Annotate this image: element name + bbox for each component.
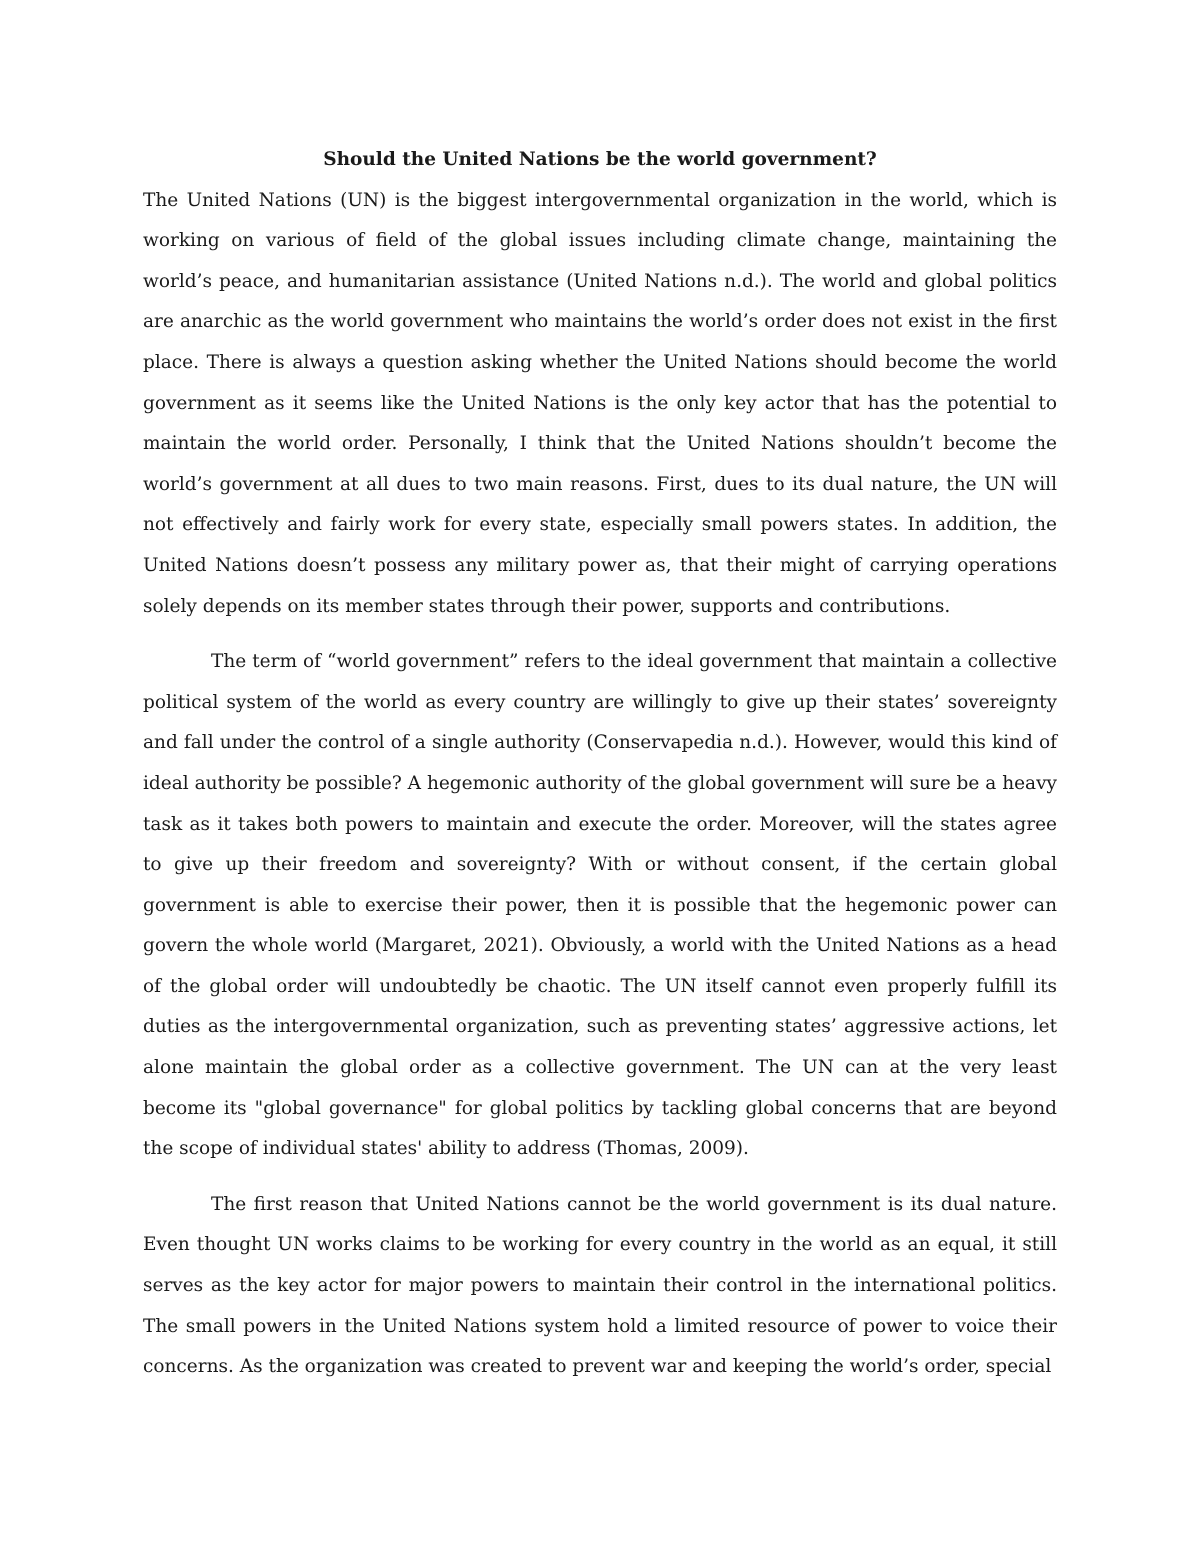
paragraph-world-government: The term of “world government” refers to the ideal government that maintain a collective political system of the world as every country are willingly to give up their states’ sovereignty and fall under the control of a single authority (Conservapedia n.d.). However, would this kind of ideal authority be possible? A hegemonic authority of the global government will sure be a heavy task as it takes both powers to maintain and execute the order. Moreover, will the states agree to give up their freedom and sovereignty? With or without consent, if the certain global government is able to exercise their power, then it is possible that the hegemonic power can govern the whole world (Margaret, 2021). Obviously, a world with the United Nations as a head of the global order will undoubtedly be chaotic. The UN itself cannot even properly fulfill its duties as the intergovernmental organization, such as preventing states’ aggressive actions, let alone maintain the global order as a collective government. The UN can at the very least become its "global governance" for global politics by tackling global concerns that are beyond the scope of individual states' ability to address (Thomas, 2009). (143, 651, 1057, 1160)
paragraph-intro: The United Nations (UN) is the biggest intergovernmental organization in the world, which is working on various of field of the global issues including climate change, maintaining the world’s peace, and humanitarian assistance (United Nations n.d.). The world and global politics are anarchic as the world government who maintains the world’s order does not exist in the first place. There is always a question asking whether the United Nations should become the world government as it seems like the United Nations is the only key actor that has the potential to maintain the world order. Personally, I think that the United Nations shouldn’t become the world’s government at all dues to two main reasons. First, dues to its dual nature, the UN will not effectively and fairly work for every state, especially small powers states. In addition, the United Nations doesn’t possess any military power as, that their might of carrying operations solely depends on its member states through their power, supports and contributions. (143, 189, 1057, 617)
page-title: Should the United Nations be the world government? (323, 149, 877, 170)
paragraph-dual-nature: The first reason that United Nations cannot be the world government is its dual nature. Even thought UN works claims to be working for every country in the world as an equal, it still serves as the key actor for major powers to maintain their control in the international politics. The small powers in the United Nations system hold a limited resource of power to voice their concerns. As the organization was created to prevent war and keeping the world’s order, special (143, 1193, 1057, 1378)
document-body (143, 140, 1057, 1388)
